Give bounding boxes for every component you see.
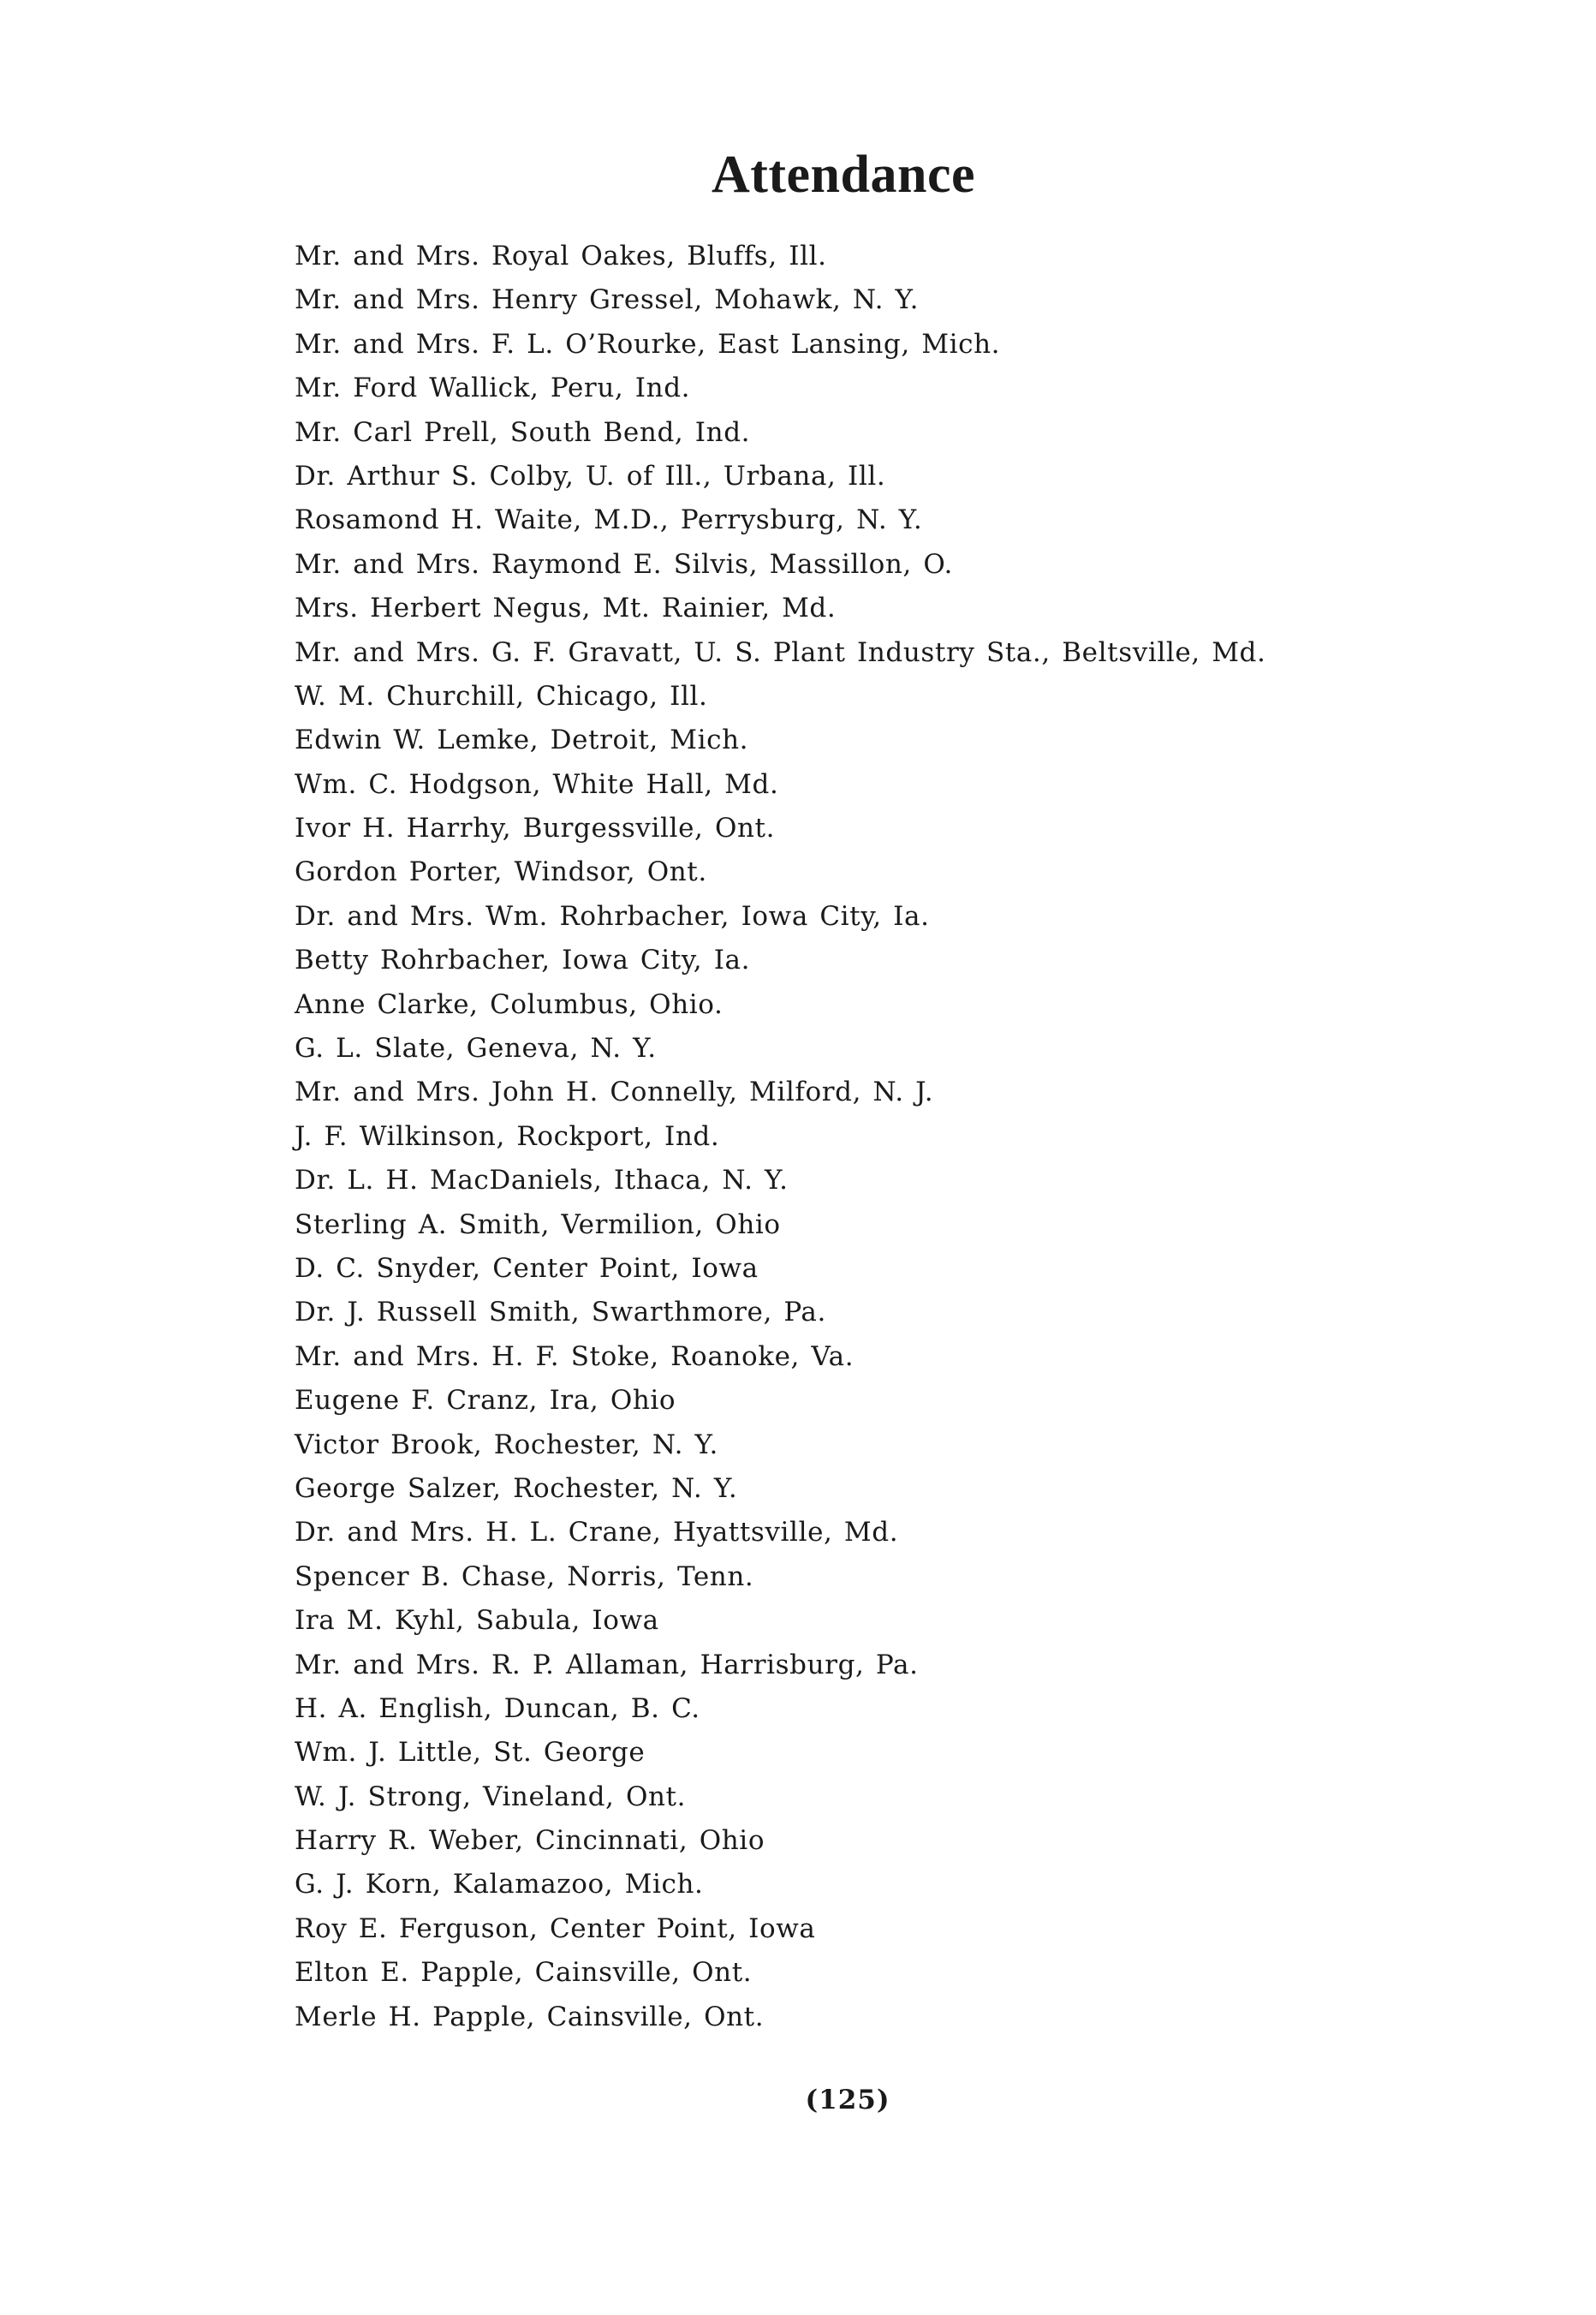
attendance-entry: Victor Brook, Rochester, N. Y. — [295, 1429, 719, 1460]
attendance-entry: H. A. English, Duncan, B. C. — [295, 1692, 700, 1724]
page-number: (125) — [805, 2085, 890, 2115]
attendance-entry: Wm. J. Little, St. George — [295, 1737, 646, 1769]
attendance-entry: Spencer B. Chase, Norris, Tenn. — [295, 1560, 754, 1592]
attendance-entry: Betty Rohrbacher, Iowa City, Ia. — [295, 945, 751, 976]
attendance-entry: D. C. Snyder, Center Point, Iowa — [295, 1252, 759, 1284]
page-title: Attendance — [711, 146, 976, 204]
attendance-entry: W. M. Churchill, Chicago, Ill. — [295, 680, 708, 712]
attendance-entry: Mr. and Mrs. Raymond E. Silvis, Massillon, O. — [295, 548, 953, 580]
attendance-entry: Elton E. Papple, Cainsville, Ont. — [295, 1957, 753, 1989]
attendance-entry: G. L. Slate, Geneva, N. Y. — [295, 1033, 657, 1065]
attendance-entry: George Salzer, Rochester, N. Y. — [295, 1472, 738, 1504]
attendance-entry: Mr. and Mrs. R. P. Allaman, Harrisburg, Pa. — [295, 1649, 919, 1680]
attendance-entry: Roy E. Ferguson, Center Point, Iowa — [295, 1912, 816, 1944]
attendance-entry: Mr. and Mrs. H. F. Stoke, Roanoke, Va. — [295, 1340, 855, 1372]
attendance-entry: Mr. and Mrs. Henry Gressel, Mohawk, N. Y. — [295, 284, 920, 316]
attendance-entry: Harry R. Weber, Cincinnati, Ohio — [295, 1825, 765, 1857]
attendance-entry: Mr. and Mrs. G. F. Gravatt, U. S. Plant Industry Sta., Beltsville, Md. — [295, 636, 1266, 668]
attendance-entry: Sterling A. Smith, Vermilion, Ohio — [295, 1208, 781, 1240]
attendance-entry: Anne Clarke, Columbus, Ohio. — [295, 988, 724, 1020]
attendance-entry: Mr. and Mrs. F. L. O’Rourke, East Lansing, Mich. — [295, 328, 1001, 360]
attendance-entry: Mr. Ford Wallick, Peru, Ind. — [295, 373, 691, 404]
attendance-entry: Dr. and Mrs. Wm. Rohrbacher, Iowa City, Ia. — [295, 900, 930, 932]
attendance-entry: Edwin W. Lemke, Detroit, Mich. — [295, 725, 749, 756]
attendance-entry: Rosamond H. Waite, M.D., Perrysburg, N. Y. — [295, 504, 923, 536]
attendance-entry: Ira M. Kyhl, Sabula, Iowa — [295, 1605, 659, 1637]
attendance-entry: Mr. Carl Prell, South Bend, Ind. — [295, 416, 751, 448]
attendance-list — [295, 235, 1562, 2039]
attendance-entry: Gordon Porter, Windsor, Ont. — [295, 856, 707, 888]
attendance-entry: Mrs. Herbert Negus, Mt. Rainier, Md. — [295, 593, 837, 624]
attendance-entry: Dr. J. Russell Smith, Swarthmore, Pa. — [295, 1297, 826, 1328]
attendance-entry: G. J. Korn, Kalamazoo, Mich. — [295, 1869, 704, 1900]
attendance-entry: J. F. Wilkinson, Rockport, Ind. — [295, 1120, 720, 1152]
attendance-entry: Wm. C. Hodgson, White Hall, Md. — [295, 768, 779, 800]
attendance-entry: Merle H. Papple, Cainsville, Ont. — [295, 2001, 765, 2032]
attendance-entry: Dr. Arthur S. Colby, U. of Ill., Urbana, Ill. — [295, 460, 886, 492]
attendance-entry: Mr. and Mrs. John H. Connelly, Milford, N. J. — [295, 1077, 934, 1108]
attendance-entry: Dr. L. H. MacDaniels, Ithaca, N. Y. — [295, 1165, 789, 1196]
attendance-entry: Ivor H. Harrhy, Burgessville, Ont. — [295, 813, 776, 844]
attendance-entry: W. J. Strong, Vineland, Ont. — [295, 1781, 687, 1812]
attendance-entry: Eugene F. Cranz, Ira, Ohio — [295, 1385, 676, 1417]
attendance-entry: Mr. and Mrs. Royal Oakes, Bluffs, Ill. — [295, 241, 827, 271]
attendance-entry: Dr. and Mrs. H. L. Crane, Hyattsville, Md. — [295, 1517, 899, 1548]
